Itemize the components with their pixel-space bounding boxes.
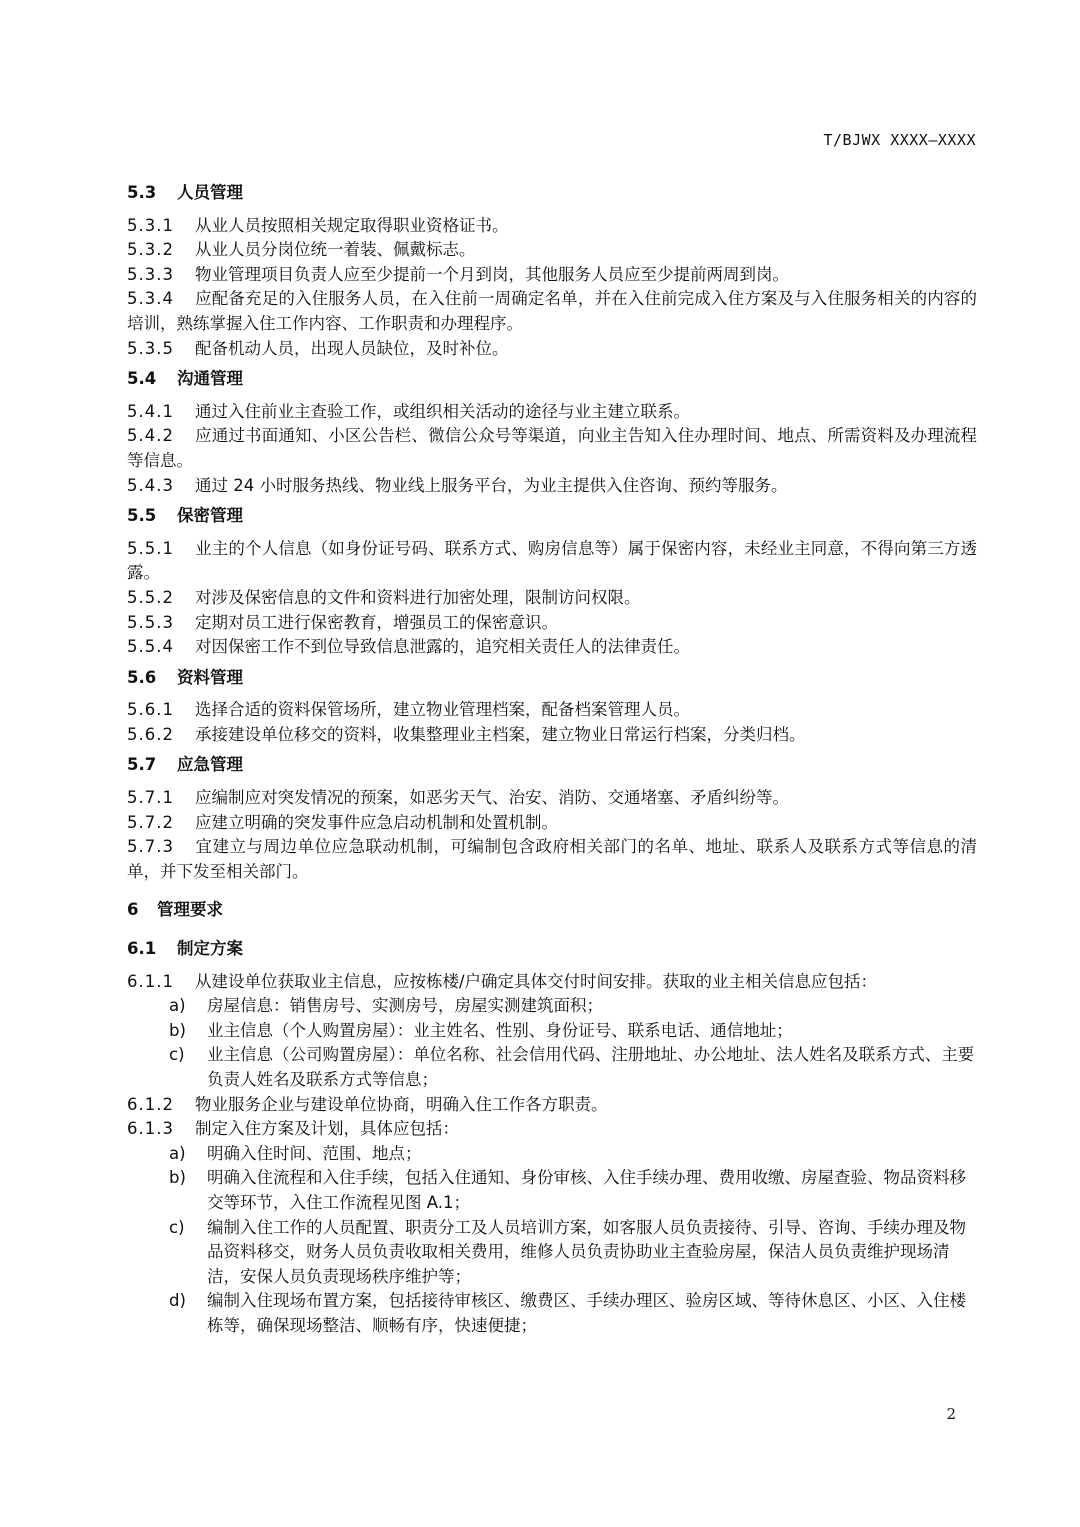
list-item: [127, 1216, 977, 1290]
section-heading: [127, 504, 977, 529]
list-marker: d): [169, 1291, 186, 1311]
section-number: 5.5: [127, 506, 157, 526]
clause-number: 5.4.2: [127, 426, 174, 446]
clause-number: 5.3.2: [127, 240, 174, 260]
section-title: 应急管理: [177, 755, 243, 775]
clause-number: 5.4.1: [127, 401, 174, 421]
clause-paragraph: [127, 537, 977, 586]
clause-paragraph: [127, 698, 977, 723]
clause-number: 6.1.2: [127, 1094, 174, 1114]
clause-text: 应配备充足的入住服务人员，在入住前一周确定名单，并在入住前完成入住方案及与入住服务相关的内容的培训，熟练掌握入住工作内容、工作职责和办理程序。: [127, 289, 977, 333]
clause-text: 从建设单位获取业主信息，应按栋楼/户确定具体交付时间安排。获取的业主相关信息应包括：: [195, 971, 878, 991]
clause-number: 6.1.1: [127, 971, 174, 991]
clause-text: 应编制应对突发情况的预案，如恶劣天气、治安、消防、交通堵塞、矛盾纠纷等。: [195, 788, 789, 808]
clause-text: 承接建设单位移交的资料，收集整理业主档案，建立物业日常运行档案，分类归档。: [195, 724, 806, 744]
section-heading: [127, 753, 977, 778]
list-item: [127, 994, 977, 1019]
clause-number: 5.3.1: [127, 215, 174, 235]
clause-number: 5.4.3: [127, 475, 174, 495]
clause-paragraph: [127, 287, 977, 336]
section-heading: [127, 666, 977, 691]
list-marker: a): [169, 1143, 186, 1163]
page-number: 2: [946, 1405, 956, 1423]
section-title: 沟通管理: [177, 369, 243, 389]
clause-paragraph: [127, 424, 977, 473]
list-marker: c): [169, 1045, 185, 1065]
list-item-text: 编制入住工作的人员配置、职责分工及人员培训方案，如客服人员负责接待、引导、咨询、手续办理及物品资料移交，财务人员负责收取相关费用，维修人员负责协助业主查验房屋，保洁人员负责维护现场清洁，安保人员负责现场秩序维护等；: [207, 1217, 966, 1286]
clause-paragraph: [127, 970, 977, 995]
section-title: 管理要求: [157, 900, 223, 920]
clause-paragraph: [127, 586, 977, 611]
clause-number: 5.5.3: [127, 612, 174, 632]
section-heading: [127, 937, 977, 962]
list-item-text: 业主信息（公司购置房屋）：单位名称、社会信用代码、注册地址、办公地址、法人姓名及联系方式、主要负责人姓名及联系方式等信息；: [207, 1045, 975, 1089]
clause-number: 5.6.1: [127, 700, 174, 720]
section-title: 人员管理: [177, 183, 243, 202]
standard-number-header: T/BJWX XXXX—XXXX: [823, 131, 976, 149]
list-marker: b): [169, 1020, 186, 1040]
clause-paragraph: [127, 835, 977, 884]
list-item-text: 编制入住现场布置方案，包括接待审核区、缴费区、手续办理区、验房区域、等待休息区、小区、入住楼栋等，确保现场整洁、顺畅有序，快速便捷；: [207, 1291, 966, 1335]
clause-paragraph: [127, 1093, 977, 1118]
section-heading: [127, 898, 977, 923]
clause-text: 从业人员分岗位统一着装、佩戴标志。: [195, 240, 476, 260]
clause-number: 5.7.1: [127, 788, 174, 808]
section-number: 6: [127, 900, 139, 920]
clause-text: 从业人员按照相关规定取得职业资格证书。: [195, 215, 509, 235]
section-number: 5.6: [127, 667, 157, 687]
clause-text: 物业管理项目负责人应至少提前一个月到岗，其他服务人员应至少提前两周到岗。: [195, 264, 789, 284]
clause-paragraph: [127, 214, 977, 239]
clause-paragraph: [127, 1117, 977, 1142]
clause-number: 5.3.3: [127, 264, 174, 284]
clause-number: 5.7.3: [127, 837, 174, 857]
list-marker: b): [169, 1168, 186, 1188]
clause-text: 物业服务企业与建设单位协商，明确入住工作各方职责。: [195, 1094, 608, 1114]
clause-number: 5.7.2: [127, 812, 174, 832]
list-item-text: 明确入住流程和入住手续，包括入住通知、身份审核、入住手续办理、费用收缴、房屋查验、物品资料移交等环节，入住工作流程见图 A.1；: [207, 1168, 966, 1212]
clause-text: 通过入住前业主查验工作，或组织相关活动的途径与业主建立联系。: [195, 401, 690, 421]
clause-text: 应通过书面通知、小区公告栏、微信公众号等渠道，向业主告知入住办理时间、地点、所需资料及办理流程等信息。: [127, 426, 977, 470]
clause-number: 5.5.1: [127, 538, 174, 558]
clause-paragraph: [127, 400, 977, 425]
list-item: [127, 1019, 977, 1044]
clause-text: 业主的个人信息（如身份证号码、联系方式、购房信息等）属于保密内容，未经业主同意，不得向第三方透露。: [127, 538, 977, 583]
section-title: 保密管理: [177, 506, 243, 526]
section-number: 5.7: [127, 755, 157, 775]
clause-text: 选择合适的资料保管场所，建立物业管理档案，配备档案管理人员。: [195, 700, 690, 720]
section-number: 5.4: [127, 369, 157, 389]
list-item: [127, 1043, 977, 1092]
clause-text: 宜建立与周边单位应急联动机制，可编制包含政府相关部门的名单、地址、联系人及联系方式等信息的清单，并下发至相关部门。: [127, 837, 977, 881]
list-item: [127, 1289, 977, 1338]
list-item: [127, 1166, 977, 1215]
clause-paragraph: [127, 263, 977, 288]
list-marker: a): [169, 996, 186, 1016]
clause-paragraph: [127, 723, 977, 748]
clause-paragraph: [127, 474, 977, 499]
section-title: 制定方案: [177, 939, 243, 959]
clause-paragraph: [127, 611, 977, 636]
clause-paragraph: [127, 238, 977, 263]
section-number: 5.3: [127, 183, 157, 202]
clause-text: 通过 24 小时服务热线、物业线上服务平台，为业主提供入住咨询、预约等服务。: [195, 475, 788, 495]
clause-number: 5.3.5: [127, 338, 174, 358]
clause-paragraph: [127, 786, 977, 811]
clause-text: 对因保密工作不到位导致信息泄露的，追究相关责任人的法律责任。: [195, 637, 690, 657]
clause-text: 应建立明确的突发事件应急启动机制和处置机制。: [195, 812, 558, 832]
section-heading: [127, 181, 977, 206]
list-item-text: 房屋信息：销售房号、实测房号，房屋实测建筑面积；: [207, 996, 603, 1016]
list-item-text: 业主信息（个人购置房屋）：业主姓名、性别、身份证号、联系电话、通信地址；: [207, 1020, 793, 1040]
clause-text: 对涉及保密信息的文件和资料进行加密处理，限制访问权限。: [195, 587, 641, 607]
list-item: [127, 1142, 977, 1167]
list-marker: c): [169, 1217, 185, 1237]
section-number: 6.1: [127, 939, 157, 959]
clause-number: 5.6.2: [127, 724, 174, 744]
clause-paragraph: [127, 811, 977, 836]
clause-text: 制定入住方案及计划，具体应包括：: [195, 1119, 459, 1139]
document-body: [127, 175, 977, 1339]
clause-number: 6.1.3: [127, 1119, 174, 1139]
clause-number: 5.5.2: [127, 587, 174, 607]
clause-paragraph: [127, 635, 977, 660]
clause-text: 定期对员工进行保密教育，增强员工的保密意识。: [195, 612, 558, 632]
section-heading: [127, 367, 977, 392]
clause-paragraph: [127, 337, 977, 362]
list-item-text: 明确入住时间、范围、地点；: [207, 1143, 422, 1163]
clause-number: 5.5.4: [127, 637, 174, 657]
clause-text: 配备机动人员，出现人员缺位，及时补位。: [195, 338, 509, 358]
section-title: 资料管理: [177, 667, 243, 687]
clause-number: 5.3.4: [127, 289, 174, 309]
